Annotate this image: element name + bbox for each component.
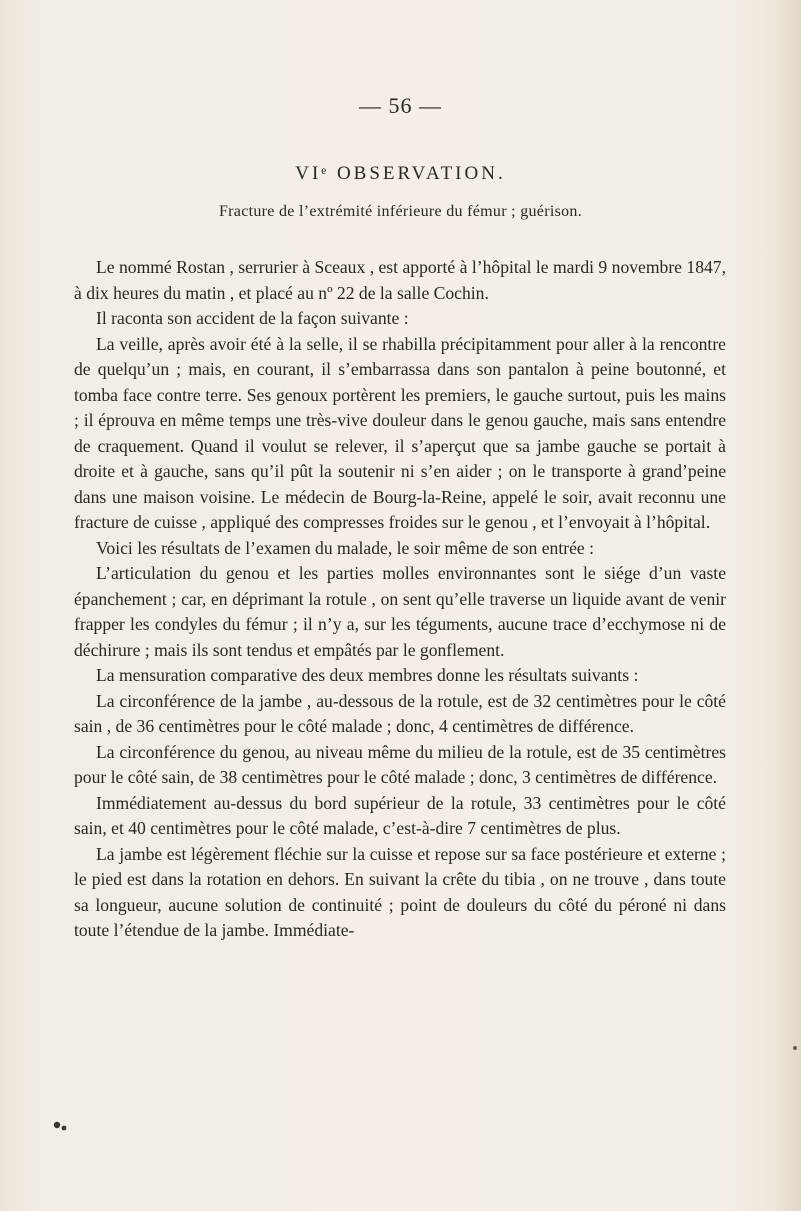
paragraph: La jambe est légèrement fléchie sur la cuisse et repose sur sa face postérieure et externe ; le pied est dans la rotation en dehors. En suivant la crête du tibia , on ne trouve , dans toute sa longueur, aucune solution de continuité ; point de douleurs du côté du péroné ni dans toute l’étendue de la jambe. Immédiate- — [74, 843, 726, 940]
paragraph: Voici les résultats de l’examen du malade, le soir même de son entrée : — [96, 537, 595, 558]
observation-subtitle: Fracture de l’extrémité inférieure du fémur ; guérison. — [218, 203, 583, 220]
paragraph: La circonférence du genou, au niveau même du milieu de la rotule, est de 35 centimètres pour le côté sain, de 38 centimètres pour le côté malade ; donc, 3 centimètres de différence. — [74, 741, 726, 787]
paragraph: Immédiatement au-dessus du bord supérieur de la rotule, 33 centimètres pour le côté sain, et 40 centimètres pour le côté malade, c’est-à-dire 7 centimètres de plus. — [74, 792, 726, 838]
paragraph: Le nommé Rostan , serrurier à Sceaux , est apporté à l’hôpital le mardi 9 novembre 1847, à dix heures du matin , et placé au nº 22 de la salle Cochin. — [74, 257, 726, 303]
paragraph: La veille, après avoir été à la selle, il se rhabilla précipitamment pour aller à la rencontre de quelqu’un ; mais, en courant, il s’embarrassa dans son pantalon à peine boutonné, et tomba face contre terre. Ses genoux portèrent les premiers, le gauche surtout, puis les mains ; il éprouva en même temps une très-vive douleur dans le genou gauche, mais sans entendre de craquement. Quand il voulut se relever, il s’aperçut que sa jambe gauche se portait à droite et à gauche, sans qu’il pût la soutenir ni s’en aider ; on le transporte à grand’peine dans une maison voisine. Le médecin de Bourg-la-Reine, appelé le soir, avait reconnu une fracture de cuisse , appliqué des compresses froides sur le genou , et l’envoyait à l’hôpital. — [74, 333, 726, 532]
paragraph: L’articulation du genou et les parties molles environnantes sont le siége d’un vaste épanchement ; car, en déprimant la rotule , on sent qu’elle traverse un liquide avant de venir frapper les condyles du fémur ; il n’y a, sur les téguments, aucune trace d’ecchymose ni de déchirure ; mais ils sont tendus et empâtés par le gonflement. — [74, 563, 726, 660]
paragraph: La circonférence de la jambe , au-dessous de la rotule, est de 32 centimètres pour le côté sain , de 36 centimètres pour le côté malade ; donc, 4 centimètres de différence. — [74, 690, 726, 736]
page-number: — 56 — — [359, 93, 442, 118]
body-text — [74, 255, 726, 944]
paragraph: La mensuration comparative des deux membres donne les résultats suivants : — [96, 665, 639, 685]
observation-title: VIᵉ OBSERVATION. — [295, 163, 506, 184]
paragraph: Il raconta son accident de la façon suivante : — [96, 308, 409, 328]
